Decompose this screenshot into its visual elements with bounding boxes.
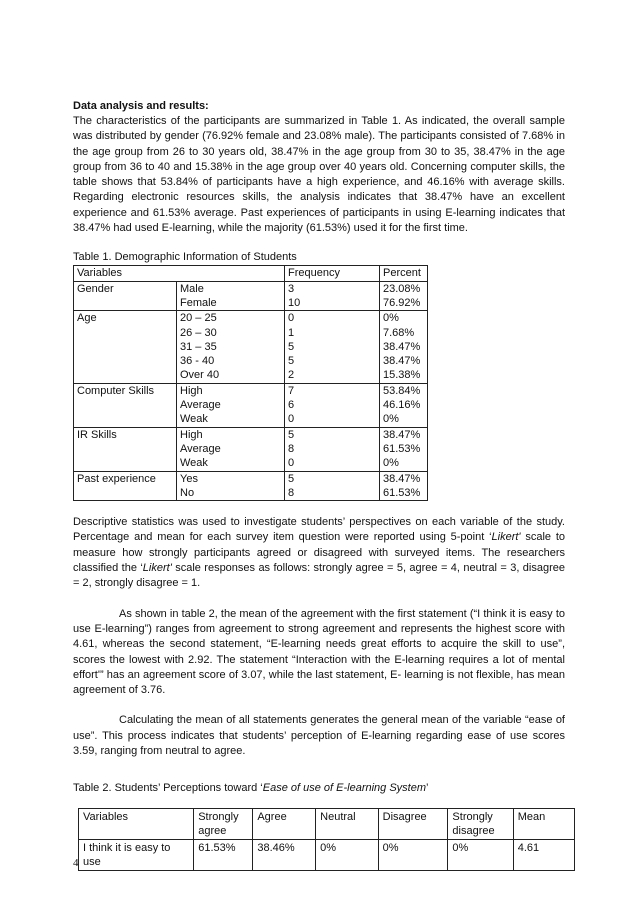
- percent-cell: 76.92%: [380, 296, 428, 311]
- group-label-empty: [74, 368, 177, 383]
- row-label: Female: [177, 296, 285, 311]
- percent-cell: 38.47%: [380, 354, 428, 368]
- table-row: [74, 311, 428, 326]
- percent-cell: 61.53%: [380, 486, 428, 501]
- table-cell: 4.61: [513, 840, 574, 871]
- page-number: 4: [73, 857, 79, 869]
- table-cell: I think it is easy to use: [79, 840, 194, 871]
- row-label: 20 – 25: [177, 311, 285, 326]
- table-header-cell: Neutral: [316, 809, 379, 840]
- group-label: IR Skills: [74, 427, 177, 442]
- demographic-table: [73, 265, 428, 501]
- row-label: Weak: [177, 456, 285, 471]
- group-label-empty: [74, 486, 177, 501]
- row-label: Weak: [177, 412, 285, 427]
- frequency-cell: 8: [285, 486, 380, 501]
- percent-cell: 38.47%: [380, 340, 428, 354]
- table-row: [74, 442, 428, 456]
- percent-cell: 46.16%: [380, 398, 428, 412]
- group-label: Computer Skills: [74, 383, 177, 398]
- percent-cell: 7.68%: [380, 326, 428, 340]
- row-label: 36 - 40: [177, 354, 285, 368]
- paragraph-participants: The characteristics of the participants are summarized in Table 1. As indicated, the overall sample was distributed by gender (76.92% female and 23.08% male). The participants consisted of 7.68% in the age group from 26 to 30 years old, 38.47% in the age group from 30 to 35, 38.47% in the age group from 36 to 40 and 15.38% in the age group over 40 years old. Concerning computer skills, the table shows that 53.84% of participants have a high experience, and 46.16% with average skills. Regarding electronic resources skills, the analysis indicates that 38.47% have an excellent experience and 61.53% average. Past experiences of participants in using E-learning indicates that 38.47% had used E-learning, while the majority (61.53%) used it for the first time.: [73, 115, 565, 235]
- percent-cell: 61.53%: [380, 442, 428, 456]
- group-label-empty: [74, 398, 177, 412]
- group-label-empty: [74, 354, 177, 368]
- row-label: Average: [177, 442, 285, 456]
- ease-of-use-table: [78, 808, 575, 871]
- frequency-cell: 0: [285, 456, 380, 471]
- frequency-cell: 0: [285, 311, 380, 326]
- percent-cell: 15.38%: [380, 368, 428, 383]
- table-cell: 38.46%: [253, 840, 316, 871]
- frequency-cell: 2: [285, 368, 380, 383]
- table-row: [74, 471, 428, 486]
- table-row: [74, 427, 428, 442]
- row-label: Average: [177, 398, 285, 412]
- table-row: [74, 398, 428, 412]
- frequency-cell: 8: [285, 442, 380, 456]
- table-row: [74, 456, 428, 471]
- table-row: [74, 486, 428, 501]
- group-label: Past experience: [74, 471, 177, 486]
- row-label: Yes: [177, 471, 285, 486]
- percent-cell: 0%: [380, 311, 428, 326]
- table1-caption: Table 1. Demographic Information of Students: [73, 251, 297, 264]
- table-header-cell: Mean: [513, 809, 574, 840]
- group-label-empty: [74, 412, 177, 427]
- percent-cell: 38.47%: [380, 427, 428, 442]
- table-header-cell: Frequency: [285, 266, 380, 281]
- frequency-cell: 0: [285, 412, 380, 427]
- table-header-cell: Disagree: [378, 809, 448, 840]
- table-cell: 61.53%: [194, 840, 253, 871]
- table-header-cell: Strongly disagree: [448, 809, 513, 840]
- table-row: [74, 281, 428, 296]
- frequency-cell: 7: [285, 383, 380, 398]
- table-cell: 0%: [378, 840, 448, 871]
- frequency-cell: 6: [285, 398, 380, 412]
- table-header-row: [74, 266, 428, 281]
- group-label-empty: [74, 442, 177, 456]
- table-header-cell: Variables: [74, 266, 177, 281]
- table-cell: 0%: [448, 840, 513, 871]
- table-header-cell: Strongly agree: [194, 809, 253, 840]
- row-label: No: [177, 486, 285, 501]
- table-row: [74, 412, 428, 427]
- section-heading: Data analysis and results:: [73, 100, 209, 112]
- table-row: [74, 354, 428, 368]
- percent-cell: 0%: [380, 456, 428, 471]
- frequency-cell: 5: [285, 471, 380, 486]
- table-row: [79, 840, 575, 871]
- frequency-cell: 5: [285, 427, 380, 442]
- frequency-cell: 1: [285, 326, 380, 340]
- frequency-cell: 3: [285, 281, 380, 296]
- frequency-cell: 10: [285, 296, 380, 311]
- row-label: High: [177, 383, 285, 398]
- group-label-empty: [74, 326, 177, 340]
- table-row: [74, 383, 428, 398]
- paragraph-table2-analysis: As shown in table 2, the mean of the agreement with the first statement (“I think it is easy to use E-learning”) ranges from agreement to strong agreement and represents the highest score with 4.61, whereas the second statement, “E-learning needs great efforts to acquire the skill to use”, scores the lowest with 2.92. The statement “Interaction with the E-learning requires a lot of mental effort'” has an agreement score of 3.07, while the last statement, E- learning is not flexible, has mean agreement of 3.76.: [73, 607, 565, 697]
- table-cell: 0%: [316, 840, 379, 871]
- paragraph-descriptive-stats: Descriptive statistics was used to investigate students’ perspectives on each variable of the study. Percentage and mean for each survey item question were reported using 5-point ‘Likert' scale to measure how strongly participants agreed or disagreed with surveyed items. The researchers classified the ‘Likert' scale responses as follows: strongly agree = 5, agree = 4, neutral = 3, disagree = 2, strongly disagree = 1.: [73, 516, 566, 590]
- row-label: Male: [177, 281, 285, 296]
- group-label-empty: [74, 340, 177, 354]
- row-label: 31 – 35: [177, 340, 285, 354]
- percent-cell: 53.84%: [380, 383, 428, 398]
- frequency-cell: 5: [285, 354, 380, 368]
- group-label: Gender: [74, 281, 177, 296]
- frequency-cell: 5: [285, 340, 380, 354]
- percent-cell: 23.08%: [380, 281, 428, 296]
- table2-caption: Table 2. Students’ Perceptions toward ‘Ease of use of E-learning System’: [73, 782, 429, 795]
- paragraph-general-mean: Calculating the mean of all statements generates the general mean of the variable “ease of use”. This process indicates that students’ perception of E-learning regarding ease of use scores 3.59, ranging from neutral to agree.: [73, 714, 565, 757]
- page-content: [73, 98, 565, 871]
- row-label: 26 – 30: [177, 326, 285, 340]
- table-row: [74, 340, 428, 354]
- table-row: [74, 368, 428, 383]
- table-header-cell: Agree: [253, 809, 316, 840]
- row-label: Over 40: [177, 368, 285, 383]
- table-row: [74, 326, 428, 340]
- table-row: [74, 296, 428, 311]
- table-header-cell: [177, 266, 285, 281]
- table-header-cell: Variables: [79, 809, 194, 840]
- table-header-cell: Percent: [380, 266, 428, 281]
- table-header-row: [79, 809, 575, 840]
- percent-cell: 0%: [380, 412, 428, 427]
- percent-cell: 38.47%: [380, 471, 428, 486]
- row-label: High: [177, 427, 285, 442]
- group-label-empty: [74, 296, 177, 311]
- group-label: Age: [74, 311, 177, 326]
- group-label-empty: [74, 456, 177, 471]
